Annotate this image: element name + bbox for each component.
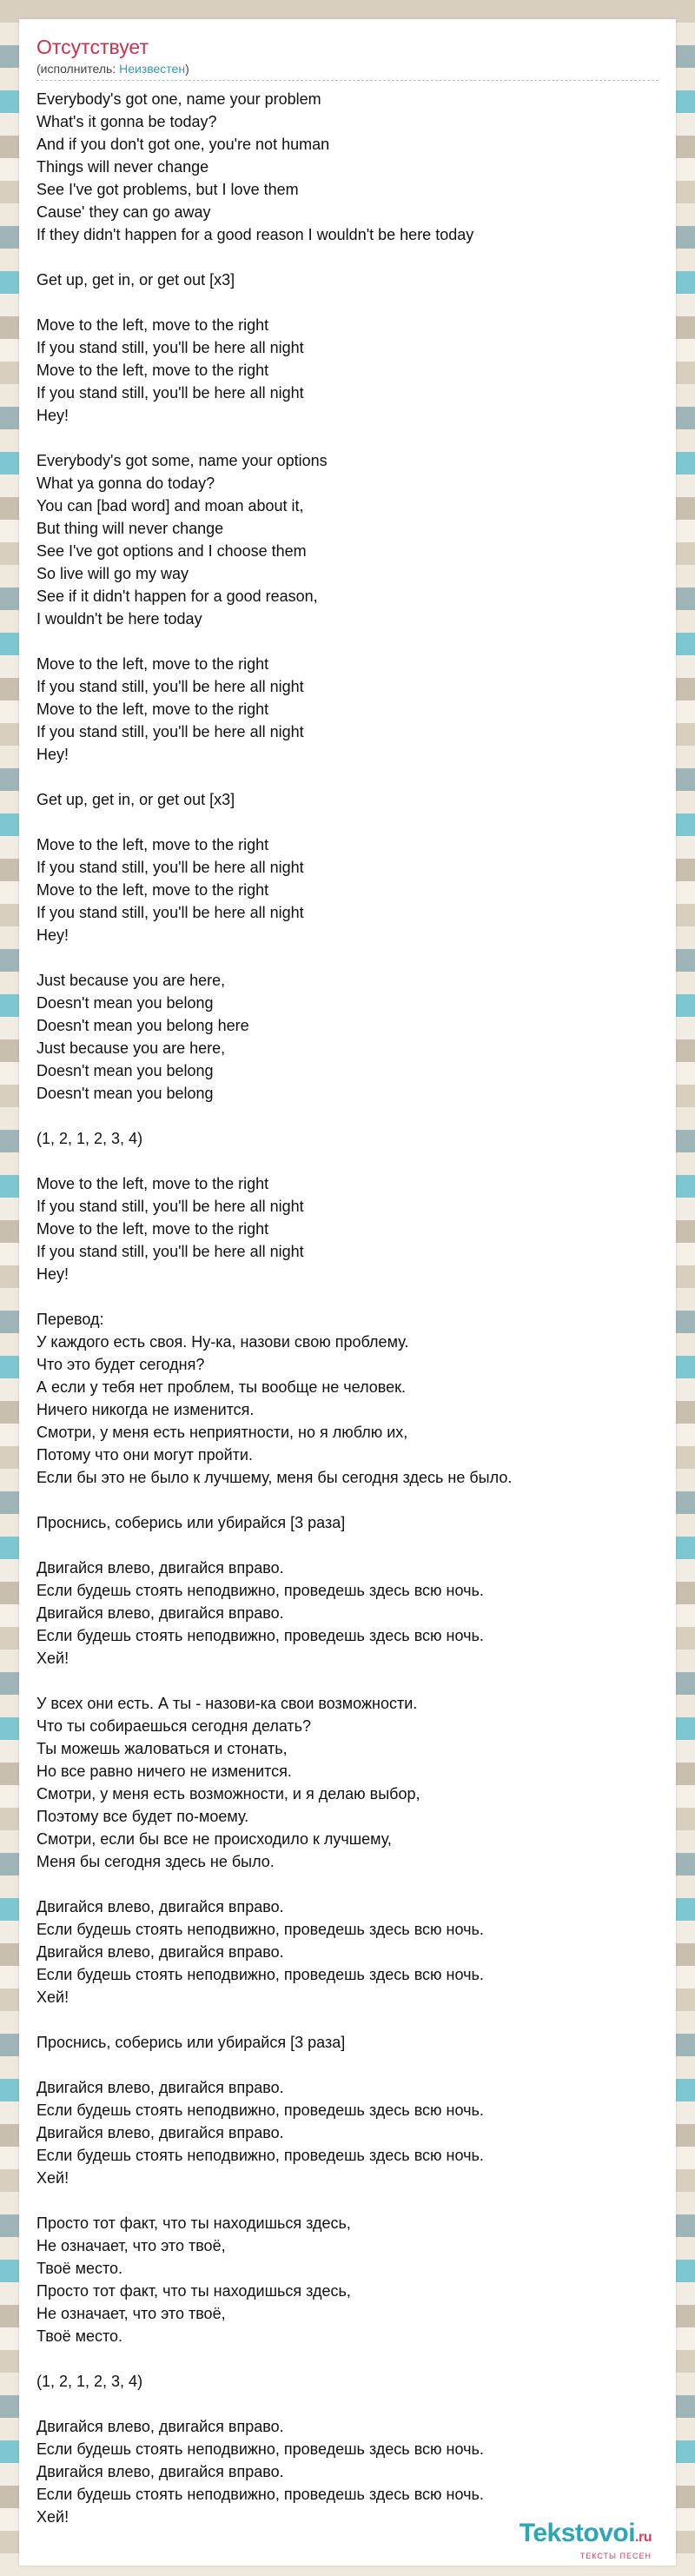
lyrics-card — [19, 19, 676, 2566]
artist-link[interactable]: Неизвестен — [119, 62, 186, 76]
lyrics-text: Everybody's got one, name your problem What's it gonna be today? And if you don't got one, you're not human Things will never change See I've got problems, but I love them Cause' they can go away If they didn't happen for a good reason I wouldn't be here today Get up, get in, or get out [x3] Move to the left, move to the right If you stand still, you'll be here all night Move to the left, move to the right If you stand still, you'll be here all night Hey! Everybody's got some, name your options What ya gonna do today? You can [bad word] and moan about it, But thing will never change See I've got options and I choose them So live will go my way See if it didn't happen for a good reason, I wouldn't be here today Move to the left, move to the right If you stand still, you'll be here all night Move to the left, move to the right If you stand still, you'll be here all night Hey! Get up, get in, or get out [x3] Move to the left, move to the right If you stand still, you'll be here all night Move to the left, move to the right If you stand still, you'll be here all night Hey! Just because you are here, Doesn't mean you belong Doesn't mean you belong here Just because you are here, Doesn't mean you belong Doesn't mean you belong (1, 2, 1, 2, 3, 4) Move to the left, move to the right If you stand still, you'll be here all night Move to the left, move to the right If you stand still, you'll be here all night Hey! Перевод: У каждого есть своя. Ну-ка, назови свою проблему. Что это будет сегодня? А если у тебя нет проблем, ты вообще не человек. Ничего никогда не изменится. Смотри, у меня есть неприятности, но я люблю их, Потому что они могут пройти. Если бы это не было к лучшему, меня бы сегодня здесь не было. Проснись, соберись или убирайся [3 раза] Двигайся влево, двигайся вправо. Если будешь стоять неподвижно, проведешь здесь всю ночь. Двигайся влево, двигайся вправо. Если будешь стоять неподвижно, проведешь здесь всю ночь. Хей! У всех они есть. А ты - назови-ка свои возможности. Что ты собираешься сегодня делать? Ты можешь жаловаться и стонать, Но все равно ничего не изменится. Смотри, у меня есть возможности, и я делаю выбор, Поэтому все будет по-моему. Смотри, если бы все не происходило к лучшему, Меня бы сегодня здесь не было. Двигайся влево, двигайся вправо. Если будешь стоять неподвижно, проведешь здесь всю ночь. Двигайся влево, двигайся вправо. Если будешь стоять неподвижно, проведешь здесь всю ночь. Хей! Проснись, соберись или убирайся [3 раза] Двигайся влево, двигайся вправо. Если будешь стоять неподвижно, проведешь здесь всю ночь. Двигайся влево, двигайся вправо. Если будешь стоять неподвижно, проведешь здесь всю ночь. Хей! Просто тот факт, что ты находишься здесь, Не означает, что это твоё, Твоё место. Просто тот факт, что ты находишься здесь, Не означает, что это твоё, Твоё место. (1, 2, 1, 2, 3, 4) Двигайся влево, двигайся вправо. Если будешь стоять неподвижно, проведешь здесь всю ночь. Двигайся влево, двигайся вправо. Если будешь стоять неподвижно, проведешь здесь всю ночь. Хей! — [36, 90, 513, 2526]
logo-tld: .ru — [635, 2530, 652, 2545]
artist-prefix: (исполнитель: — [36, 62, 120, 76]
logo-name: Tekstovoi — [519, 2519, 636, 2547]
logo-tagline: ТЕКСТЫ ПЕСЕН — [579, 2552, 652, 2560]
artist-suffix: ) — [185, 62, 189, 76]
artist-line — [36, 61, 659, 76]
title-divider — [36, 80, 659, 81]
song-title: Отсутствует — [36, 36, 149, 58]
logo-wordmark — [520, 2520, 652, 2552]
site-logo[interactable] — [520, 2520, 652, 2560]
